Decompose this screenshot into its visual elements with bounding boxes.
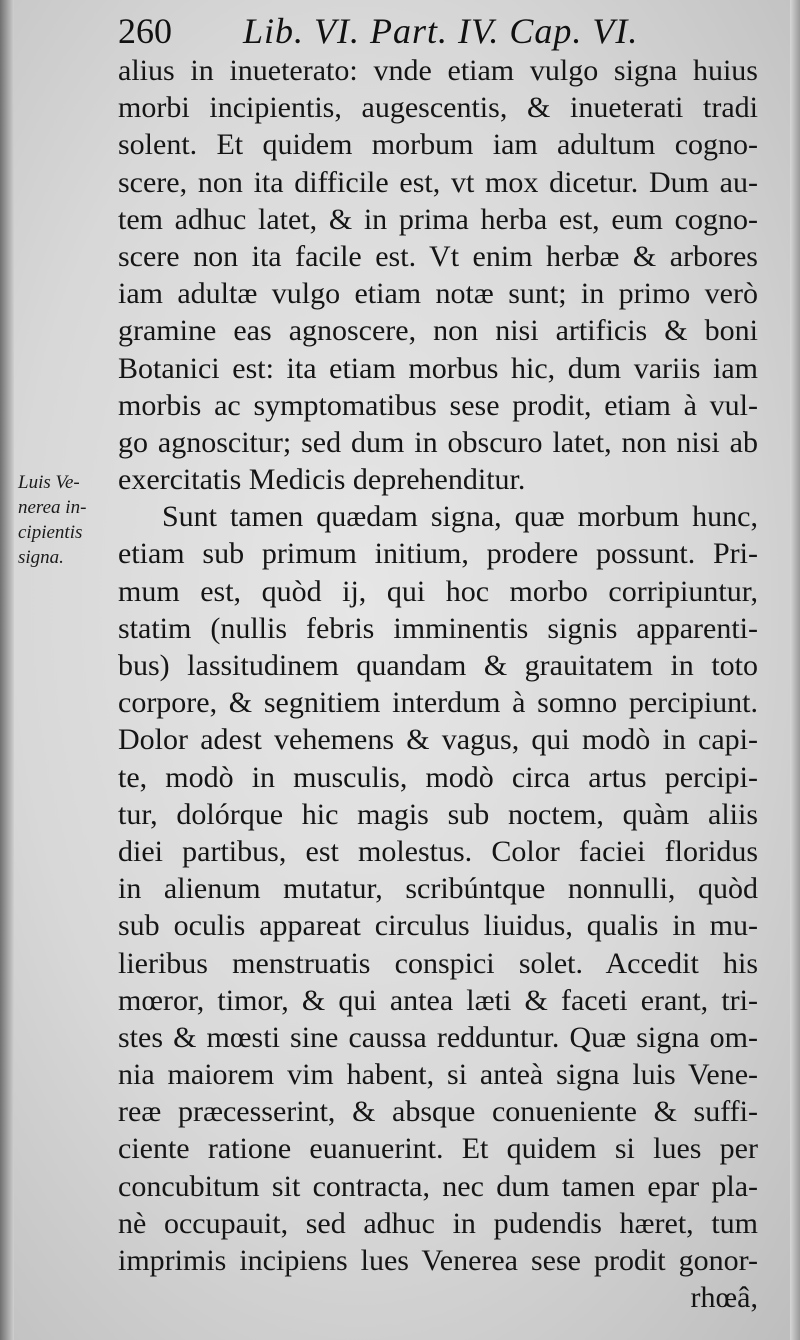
text-line: tur, dolórque hic magis sub noctem, quàm aliis (118, 797, 758, 831)
text-line: scere, non ita difficile est, vt mox dicetur. Dum au- (118, 165, 758, 199)
text-line: bus) lassitudinem quandam & grauitatem in toto (118, 649, 758, 682)
text-line: go agnoscitur; sed dum in obscuro latet, non nisi ab (118, 425, 758, 459)
page-header (118, 8, 758, 54)
text-line: gramine eas agnoscere, non nisi artificis & boni (118, 314, 758, 348)
text-line: diei partibus, est molestus. Color faciei floridus (118, 834, 758, 868)
text-line: concubitum sit contracta, nec dum tamen epar pla- (118, 1169, 758, 1203)
text-line: morbis ac symptomatibus sese prodit, etiam à vul- (118, 388, 758, 422)
text-line: nè occupauit, sed adhuc in pudendis hæret, tum (118, 1206, 758, 1240)
main-text-block (118, 52, 758, 1316)
text-line: etiam sub primum initium, prodere possunt. Pri- (118, 537, 758, 571)
text-line: imprimis incipiens lues Venerea sese prodit gonor- (118, 1244, 758, 1277)
text-line: tem adhuc latet, & in prima herba est, eum cogno- (118, 202, 758, 236)
text-line: te, modò in musculis, modò circa artus percipi- (118, 760, 758, 794)
text-line: statim (nullis febris imminentis signis apparenti- (118, 611, 758, 645)
marginal-note (18, 470, 110, 570)
text-line: alius in inueterato: vnde etiam vulgo signa huius (118, 54, 758, 87)
text-line: in alienum mutatur, scribúntque nonnulli, quòd (118, 872, 758, 906)
text-line: exercitatis Medicis deprehenditur. (118, 463, 526, 497)
running-head: Lib. VI. Part. IV. Cap. VI. (243, 11, 639, 51)
text-line: Dolor adest vehemens & vagus, qui modò in capi- (118, 723, 758, 757)
text-line: stes & mœsti sine caussa redduntur. Quæ signa om- (118, 1020, 758, 1054)
marginal-note-line: signa. (18, 547, 64, 568)
text-line: reæ præcesserint, & absque conueniente & suffi- (118, 1095, 758, 1129)
page-number: 260 (118, 11, 172, 51)
marginal-note-line: nerea in- (18, 497, 87, 518)
text-line: corpore, & segnitiem interdum à somno percipiunt. (118, 686, 758, 720)
text-line: mum est, quòd ij, qui hoc morbo corripiuntur, (118, 574, 758, 608)
text-line: nia maiorem vim habent, si anteà signa luis Vene- (118, 1058, 758, 1092)
text-line: lieribus menstruatis conspici solet. Accedit his (118, 946, 758, 980)
text-line: morbi incipientis, augescentis, & inueterati tradi (118, 91, 758, 125)
page-edge-shadow (790, 0, 800, 1340)
catchword: rhœâ, (690, 1281, 758, 1315)
page-gutter-shadow (0, 0, 14, 1340)
text-line: solent. Et quidem morbum iam adultum cogno- (118, 128, 758, 162)
text-line: scere non ita facile est. Vt enim herbæ & arbores (118, 239, 758, 273)
marginal-note-line: Luis Ve- (18, 472, 80, 493)
text-line: ciente ratione euanuerint. Et quidem si lues per (118, 1132, 758, 1166)
text-line: iam adultæ vulgo etiam notæ sunt; in primo verò (118, 277, 758, 311)
text-line: mœror, timor, & qui antea læti & faceti erant, tri- (118, 983, 758, 1017)
marginal-note-line: cipientis (18, 522, 83, 543)
text-line: Botanici est: ita etiam morbus hic, dum variis iam (118, 351, 758, 385)
text-line: sub oculis appareat circulus liuidus, qualis in mu- (118, 909, 758, 943)
text-line: Sunt tamen quædam signa, quæ morbum hunc, (162, 500, 758, 534)
